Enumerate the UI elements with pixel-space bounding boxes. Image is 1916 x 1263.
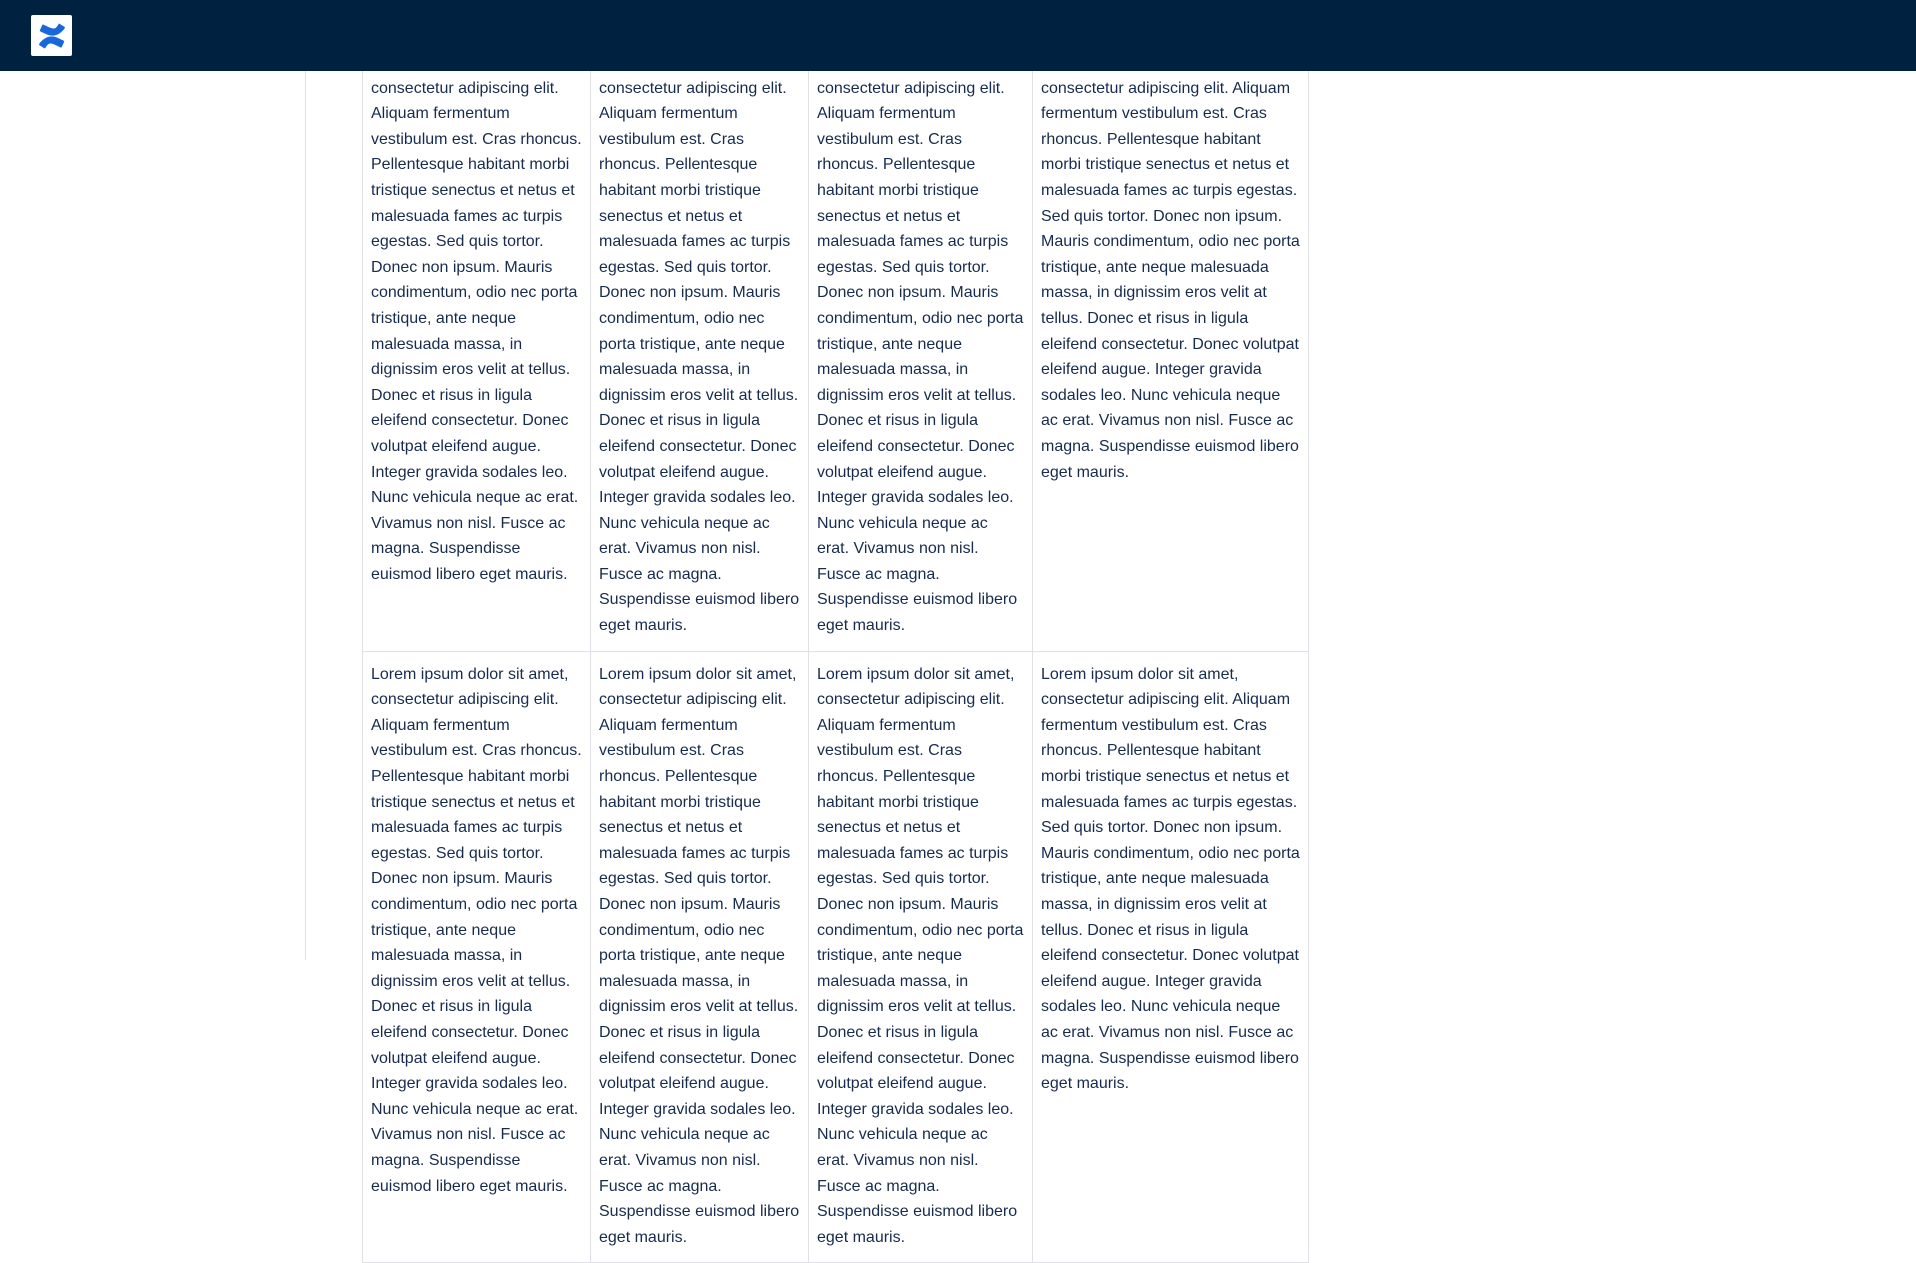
table-cell: Lorem ipsum dolor sit amet, consectetur adipiscing elit. Aliquam fermentum vestibulum est. Cras rhoncus. Pellentesque habitant morbi tristique senectus et netus et malesuada fames ac turpis egestas. Sed quis tortor. Donec non ipsum. Mauris condimentum, odio nec porta tristique, ante neque malesuada massa, in dignissim eros velit at tellus. Donec et risus in ligula eleifend consectetur. Donec volutpat eleifend augue. Integer gravida sodales leo. Nunc vehicula neque ac erat. Vivamus non nisl. Fusce ac magna. Suspendisse euismod libero eget mauris. xyxy=(591,651,809,1263)
confluence-logo-icon[interactable] xyxy=(31,15,72,56)
table-cell: consectetur adipiscing elit. Aliquam fermentum vestibulum est. Cras rhoncus. Pellentesque habitant morbi tristique senectus et netus et malesuada fames ac turpis egestas. Sed quis tortor. Donec non ipsum. Mauris condimentum, odio nec porta tristique, ante neque malesuada massa, in dignissim eros velit at tellus. Donec et risus in ligula eleifend consectetur. Donec volutpat eleifend augue. Integer gravida sodales leo. Nunc vehicula neque ac erat. Vivamus non nisl. Fusce ac magna. Suspendisse euismod libero eget mauris. xyxy=(591,40,809,651)
table-cell: Lorem ipsum dolor sit amet, consectetur adipiscing elit. Aliquam fermentum vestibulum est. Cras rhoncus. Pellentesque habitant morbi tristique senectus et netus et malesuada fames ac turpis egestas. Sed quis tortor. Donec non ipsum. Mauris condimentum, odio nec porta tristique, ante neque malesuada massa, in dignissim eros velit at tellus. Donec et risus in ligula eleifend consectetur. Donec volutpat eleifend augue. Integer gravida sodales leo. Nunc vehicula neque ac erat. Vivamus non nisl. Fusce ac magna. Suspendisse euismod libero eget mauris. xyxy=(363,651,591,1263)
table-cell: consectetur adipiscing elit. Aliquam fermentum vestibulum est. Cras rhoncus. Pellentesque habitant morbi tristique senectus et netus et malesuada fames ac turpis egestas. Sed quis tortor. Donec non ipsum. Mauris condimentum, odio nec porta tristique, ante neque malesuada massa, in dignissim eros velit at tellus. Donec et risus in ligula eleifend consectetur. Donec volutpat eleifend augue. Integer gravida sodales leo. Nunc vehicula neque ac erat. Vivamus non nisl. Fusce ac magna. Suspendisse euismod libero eget mauris. xyxy=(1033,40,1309,651)
table-row xyxy=(363,40,1309,651)
table-row xyxy=(363,651,1309,1263)
content-table xyxy=(362,40,1309,1263)
table-cell: consectetur adipiscing elit. Aliquam fermentum vestibulum est. Cras rhoncus. Pellentesque habitant morbi tristique senectus et netus et malesuada fames ac turpis egestas. Sed quis tortor. Donec non ipsum. Mauris condimentum, odio nec porta tristique, ante neque malesuada massa, in dignissim eros velit at tellus. Donec et risus in ligula eleifend consectetur. Donec volutpat eleifend augue. Integer gravida sodales leo. Nunc vehicula neque ac erat. Vivamus non nisl. Fusce ac magna. Suspendisse euismod libero eget mauris. xyxy=(363,40,591,651)
table-cell: Lorem ipsum dolor sit amet, consectetur adipiscing elit. Aliquam fermentum vestibulum est. Cras rhoncus. Pellentesque habitant morbi tristique senectus et netus et malesuada fames ac turpis egestas. Sed quis tortor. Donec non ipsum. Mauris condimentum, odio nec porta tristique, ante neque malesuada massa, in dignissim eros velit at tellus. Donec et risus in ligula eleifend consectetur. Donec volutpat eleifend augue. Integer gravida sodales leo. Nunc vehicula neque ac erat. Vivamus non nisl. Fusce ac magna. Suspendisse euismod libero eget mauris. xyxy=(1033,651,1309,1263)
top-navigation-bar xyxy=(0,0,1916,71)
page-content xyxy=(305,71,1916,1246)
table-cell: Lorem ipsum dolor sit amet, consectetur adipiscing elit. Aliquam fermentum vestibulum est. Cras rhoncus. Pellentesque habitant morbi tristique senectus et netus et malesuada fames ac turpis egestas. Sed quis tortor. Donec non ipsum. Mauris condimentum, odio nec porta tristique, ante neque malesuada massa, in dignissim eros velit at tellus. Donec et risus in ligula eleifend consectetur. Donec volutpat eleifend augue. Integer gravida sodales leo. Nunc vehicula neque ac erat. Vivamus non nisl. Fusce ac magna. Suspendisse euismod libero eget mauris. xyxy=(809,651,1033,1263)
table-cell: consectetur adipiscing elit. Aliquam fermentum vestibulum est. Cras rhoncus. Pellentesque habitant morbi tristique senectus et netus et malesuada fames ac turpis egestas. Sed quis tortor. Donec non ipsum. Mauris condimentum, odio nec porta tristique, ante neque malesuada massa, in dignissim eros velit at tellus. Donec et risus in ligula eleifend consectetur. Donec volutpat eleifend augue. Integer gravida sodales leo. Nunc vehicula neque ac erat. Vivamus non nisl. Fusce ac magna. Suspendisse euismod libero eget mauris. xyxy=(809,40,1033,651)
confluence-logo-glyph xyxy=(37,21,67,51)
content-table-wrapper xyxy=(362,40,1309,1263)
